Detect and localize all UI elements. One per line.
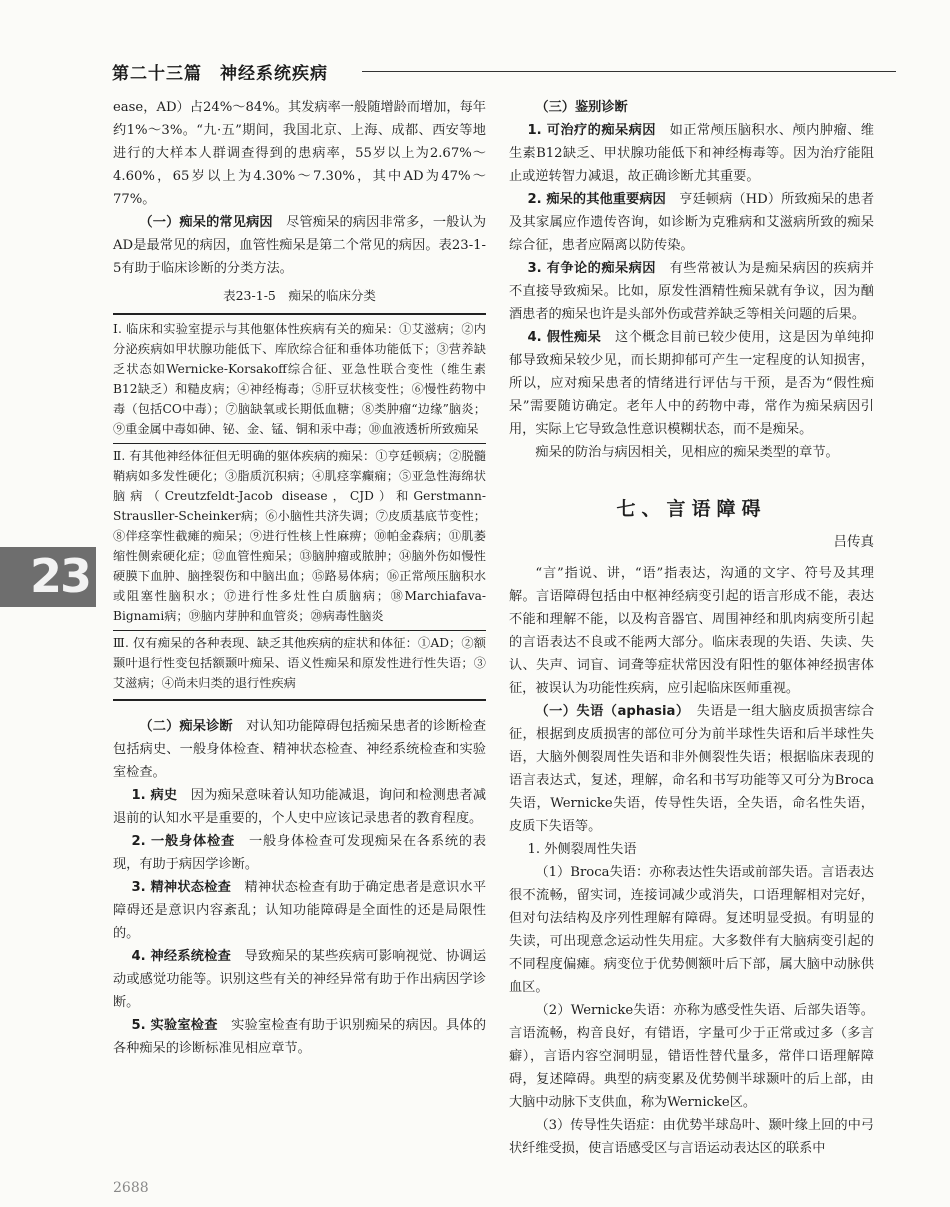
chapter-tab-number: 23 <box>29 549 90 603</box>
intro-paragraph: ease，AD）占24%～84%。其发病率一般随增龄而增加，每年约1%～3%。“九·五”期间，我国北京、上海、成都、西安等地进行的大样本人群调查得到的患病率，55岁以上为2.67%～4.60%，65岁以上为4.30%～7.30%，其中AD为47%～77%。 <box>113 100 486 207</box>
section-differential-title: （三）鉴别诊断 <box>535 100 628 115</box>
differential-item-title: 4. 假性痴呆 <box>527 330 602 345</box>
table-section-3: Ⅲ. 仅有痴呆的各种表现、缺乏其他疾病的症状和体征：①AD；②额颞叶退行性变包括额颞叶痴呆、语义性痴呆和原发性进行性失语；③艾滋病；④尚未归类的退行性疾病 <box>113 636 486 690</box>
page-number: 2688 <box>113 1180 149 1196</box>
table-divider <box>113 443 486 444</box>
section-causes-title: （一）痴呆的常见病因 <box>139 215 273 230</box>
diagnosis-item-text: 一般身体检查可发现痴呆在各系统的表现，有助于病因学诊断。 <box>113 834 487 872</box>
diagnosis-item-title: 4. 神经系统检查 <box>131 949 232 964</box>
section-heading: 七、言语障碍 <box>616 498 767 520</box>
table-section-2: Ⅱ. 有其他神经体征但无明确的躯体疾病的痴呆：①亨廷顿病；②脱髓鞘病如多发性硬化；③脂质沉积病；④肌痉挛癫痫；⑤亚急性海绵状脑病（Creutzfeldt-Jacob disease，CJD）和Gerstmann-Strausller-Scheinker病；⑥小脑性共济失调；⑦皮质基底节变性；⑧伴痉挛性截瘫的痴呆；⑨进行性核上性麻痹；⑩帕金森病；⑪肌萎缩性侧索硬化症；⑫血管性痴呆；⑬脑肿瘤或脓肿；⑭脑外伤如慢性硬膜下血肿、脑挫裂伤和中脑出血；⑮路易体病；⑯正常颅压脑积水或阻塞性脑积水；⑰进行性多灶性白质脑病；⑱Marchiafava-Bignami病；⑲脑内芽肿和血管炎；⑳病毒性脑炎 <box>113 449 486 623</box>
differential-item-text: 有些常被认为是痴呆病因的疾病并不直接导致痴呆。比如，原发性酒精性痴呆就有争议，因为酗酒患者的痴呆也许是头部外伤或营养缺乏等相关问题的后果。 <box>509 261 874 322</box>
section-diagnosis-title: （二）痴呆诊断 <box>139 719 233 734</box>
differential-item-title: 1. 可治疗的痴呆病因 <box>527 123 656 138</box>
section-causes-text: 尽管痴呆的病因非常多，一般认为AD是最常见的病因，血管性痴呆是第二个常见的病因。表23-1-5有助于临床诊断的分类方法。 <box>113 215 487 276</box>
diagnosis-item-title: 1. 病史 <box>131 788 178 803</box>
diagnosis-item-text: 因为痴呆意味着认知功能减退，询问和检测患者减退前的认知水平是重要的，个人史中应该记录患者的教育程度。 <box>113 788 487 826</box>
right-column <box>509 96 874 1160</box>
diagnosis-item <box>113 784 486 830</box>
differential-item <box>509 188 874 257</box>
broca-paragraph: （1）Broca失语：亦称表达性失语或前部失语。言语表达很不流畅，留实词，连接词减少或消失，口语理解相对完好，但对句法结构及序列性理解有障碍。复述明显受损。有明显的失读，可出现意念运动性失用症。大多数伴有大脑病变引起的不同程度偏瘫。病变位于优势侧额叶后下部，属大脑中动脉供血区。 <box>509 865 874 995</box>
diagnosis-item <box>113 1014 486 1060</box>
classification-table <box>113 313 486 701</box>
wernicke-paragraph: （2）Wernicke失语：亦称为感受性失语、后部失语等。言语流畅，构音良好，有错语，字量可少于正常或过多（多言癖），言语内容空洞明显，错语性替代量多，常伴口语理解障碍，复述障碍。典型的病变累及优势侧半球颞叶的后上部，由大脑中动脉下支供血，称为Wernicke区。 <box>509 1003 874 1110</box>
diagnosis-item-text: 实验室检查有助于识别痴呆的病因。具体的各种痴呆的诊断标准见相应章节。 <box>113 1018 487 1056</box>
header-rule <box>362 71 896 72</box>
diagnosis-item <box>113 830 486 876</box>
section-diagnosis <box>113 715 486 784</box>
differential-item <box>509 326 874 441</box>
table-caption: 表23-1-5 痴呆的临床分类 <box>223 288 376 303</box>
table-section-1: Ⅰ. 临床和实验室提示与其他躯体性疾病有关的痴呆：①艾滋病；②内分泌疾病如甲状腺功能低下、库欣综合征和垂体功能低下；③营养缺乏状态如Wernicke-Korsakoff综合征、亚急性联合变性（维生素B12缺乏）和糙皮病；④神经梅毒；⑤肝豆状核变性；⑥慢性药物中毒（包括CO中毒）；⑦脑缺氧或长期低血糖；⑧类肿瘤“边缘”脑炎；⑨重金属中毒如砷、铋、金、锰、铜和汞中毒；⑩血液透析所致痴呆 <box>113 322 486 436</box>
diagnosis-item-title: 5. 实验室检查 <box>131 1018 218 1033</box>
section-diagnosis-text: 对认知功能障碍包括痴呆患者的诊断检查包括病史、一般身体检查、精神状态检查、神经系统检查和实验室检查。 <box>113 719 487 780</box>
diagnosis-item <box>113 876 486 945</box>
differential-item-text: 亨廷顿病（HD）所致痴呆的患者及其家属应作遗传咨询，如诊断为克雅病和艾滋病所致的痴呆综合征，患者应隔离以防传染。 <box>509 192 875 253</box>
differential-item <box>509 119 874 188</box>
section-aphasia <box>509 700 874 838</box>
chapter-tab <box>0 547 96 607</box>
subheading-perisylvian: 1. 外侧裂周性失语 <box>527 842 637 857</box>
diagnosis-item-text: 导致痴呆的某些疾病可影响视觉、协调运动或感觉功能等。识别这些有关的神经异常有助于作出病因学诊断。 <box>113 949 487 1010</box>
chapter-title: 第二十三篇 神经系统疾病 <box>112 64 328 84</box>
diagnosis-item-title: 3. 精神状态检查 <box>131 880 232 895</box>
table-divider <box>113 630 486 631</box>
differential-item <box>509 257 874 326</box>
left-column <box>113 96 486 1060</box>
running-header <box>112 56 884 90</box>
closing-paragraph: 痴呆的防治与病因相关，见相应的痴呆类型的章节。 <box>535 445 839 460</box>
conduction-paragraph: （3）传导性失语症：由优势半球岛叶、颞叶缘上回的中弓状纤维受损，使言语感受区与言语运动表达区的联系中 <box>509 1118 874 1156</box>
differential-item-title: 2. 痴呆的其他重要病因 <box>527 192 666 207</box>
differential-item-title: 3. 有争论的痴呆病因 <box>527 261 656 276</box>
section-aphasia-text: 失语是一组大脑皮质损害综合征，根据到皮质损害的部位可分为前半球性失语和后半球性失语，大脑外侧裂周性失语和非外侧裂性失语；根据临床表现的语言表达式，复述，理解，命名和书写功能等又可分为Broca失语，Wernicke失语，传导性失语，全失语，命名性失语，皮质下失语等。 <box>509 704 875 834</box>
differential-item-text: 这个概念目前已较少使用，这是因为单纯抑郁导致痴呆较少见，而长期抑郁可产生一定程度的认知损害，所以，应对痴呆患者的情绪进行评估与干预，是否为“假性痴呆”需要随访确定。老年人中的药物中毒，常作为痴呆病因引用，实际上它导致急性意识模糊状态，而不是痴呆。 <box>509 330 874 437</box>
differential-item-text: 如正常颅压脑积水、颅内肿瘤、维生素B12缺乏、甲状腺功能低下和神经梅毒等。因为治疗能阻止或逆转智力减退，故正确诊断尤其重要。 <box>509 123 874 184</box>
diagnosis-item-text: 精神状态检查有助于确定患者是意识水平障碍还是意识内容紊乱；认知功能障碍是全面性的还是局限性的。 <box>113 880 487 941</box>
section-aphasia-title: （一）失语（aphasia） <box>535 704 683 719</box>
diagnosis-item <box>113 945 486 1014</box>
diagnosis-item-title: 2. 一般身体检查 <box>131 834 235 849</box>
section-causes <box>113 211 486 280</box>
speech-intro-paragraph: “言”指说、讲，“语”指表达，沟通的文字、符号及其理解。言语障碍包括由中枢神经病变引起的语言形成不能，表达不能和理解不能，以及构音器官、周围神经和肌肉病变所引起的言语表达不良或不能两大部分。临床表现的失语、失读、失认、失声、词盲、词聋等症状常因没有阳性的躯体神经损害体征，被误认为功能性疾病，应引起临床医师重视。 <box>509 566 874 696</box>
author-name: 吕传真 <box>833 534 874 550</box>
